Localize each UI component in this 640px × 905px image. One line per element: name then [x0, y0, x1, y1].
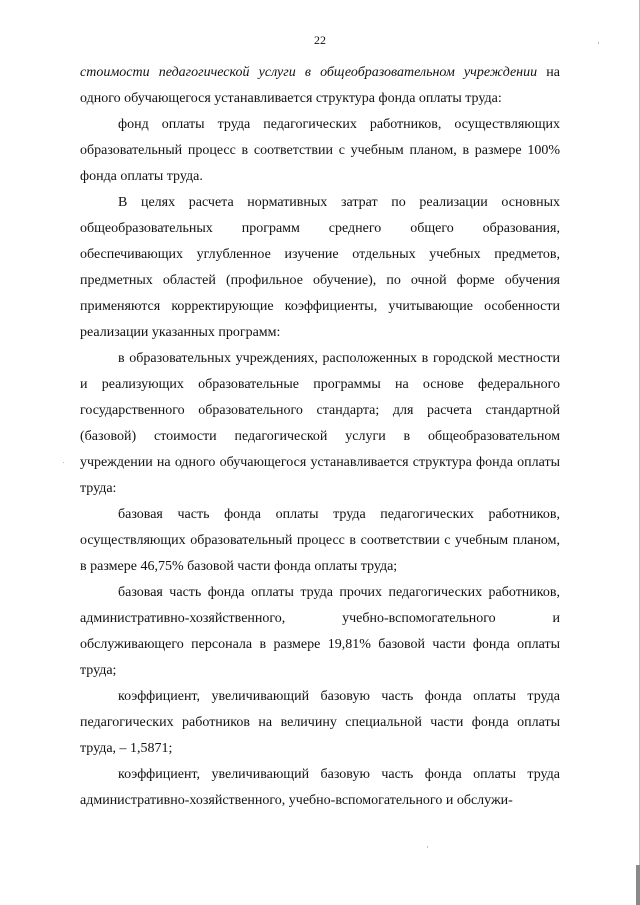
scan-speck	[63, 462, 64, 463]
paragraph-coefficient-teachers: коэффициент, увеличивающий базовую часть фонда оплаты труда педагогических работников на величину специальной части фонда оплаты труда, – 1,5871;	[80, 689, 560, 756]
paragraph-italic-text: стоимости педагогической услуги в общеобразовательном учреждении	[80, 65, 538, 80]
paragraph-payroll-fund: фонд оплаты труда педагогических работников, осуществляющих образовательный процесс в соответствии с учебным планом, в размере 100% фонда оплаты труда.	[80, 117, 560, 184]
paragraph-coefficient-staff: коэффициент, увеличивающий базовую часть фонда оплаты труда административно-хозяйственного, учебно-вспомогательного и обслужи-	[80, 767, 560, 808]
paragraph-base-part-teachers: базовая часть фонда оплаты труда педагогических работников, осуществляющих образовательный процесс в соответствии с учебным планом, в размере 46,75% базовой части фонда оплаты труда;	[80, 507, 560, 574]
paragraph-continuation	[80, 60, 560, 112]
paragraph-urban-institutions: в образовательных учреждениях, расположенных в городской местности и реализующих образовательные программы на основе федерального государственного образовательного стандарта; для расчета стандартной (базовой) стоимости педагогической услуги в общеобразовательном учреждении на одного обучающегося устанавливается структура фонда оплаты труда:	[80, 351, 560, 496]
paragraph-text: на одного обучающегося устанавливается структура фонда оплаты труда:	[80, 65, 560, 106]
scan-speck	[598, 42, 599, 44]
paragraph-normative-costs: В целях расчета нормативных затрат по реализации основных общеобразовательных программ среднего общего образования, обеспечивающих углубленное изучение отдельных учебных предметов, предметных областей (профильное обучение), по очной форме обучения применяются корректирующие коэффициенты, учитывающие особенности реализации указанных программ:	[80, 195, 560, 340]
paragraph-base-part-other-staff: базовая часть фонда оплаты труда прочих педагогических работников, административно-хозяйственного, учебно-вспомогательного и обслуживающего персонала в размере 19,81% базовой части фонда оплаты труда;	[80, 585, 560, 678]
scan-edge-shadow	[636, 865, 640, 905]
document-body	[80, 60, 560, 814]
scan-speck	[427, 846, 428, 848]
page-number: 22	[314, 33, 326, 47]
